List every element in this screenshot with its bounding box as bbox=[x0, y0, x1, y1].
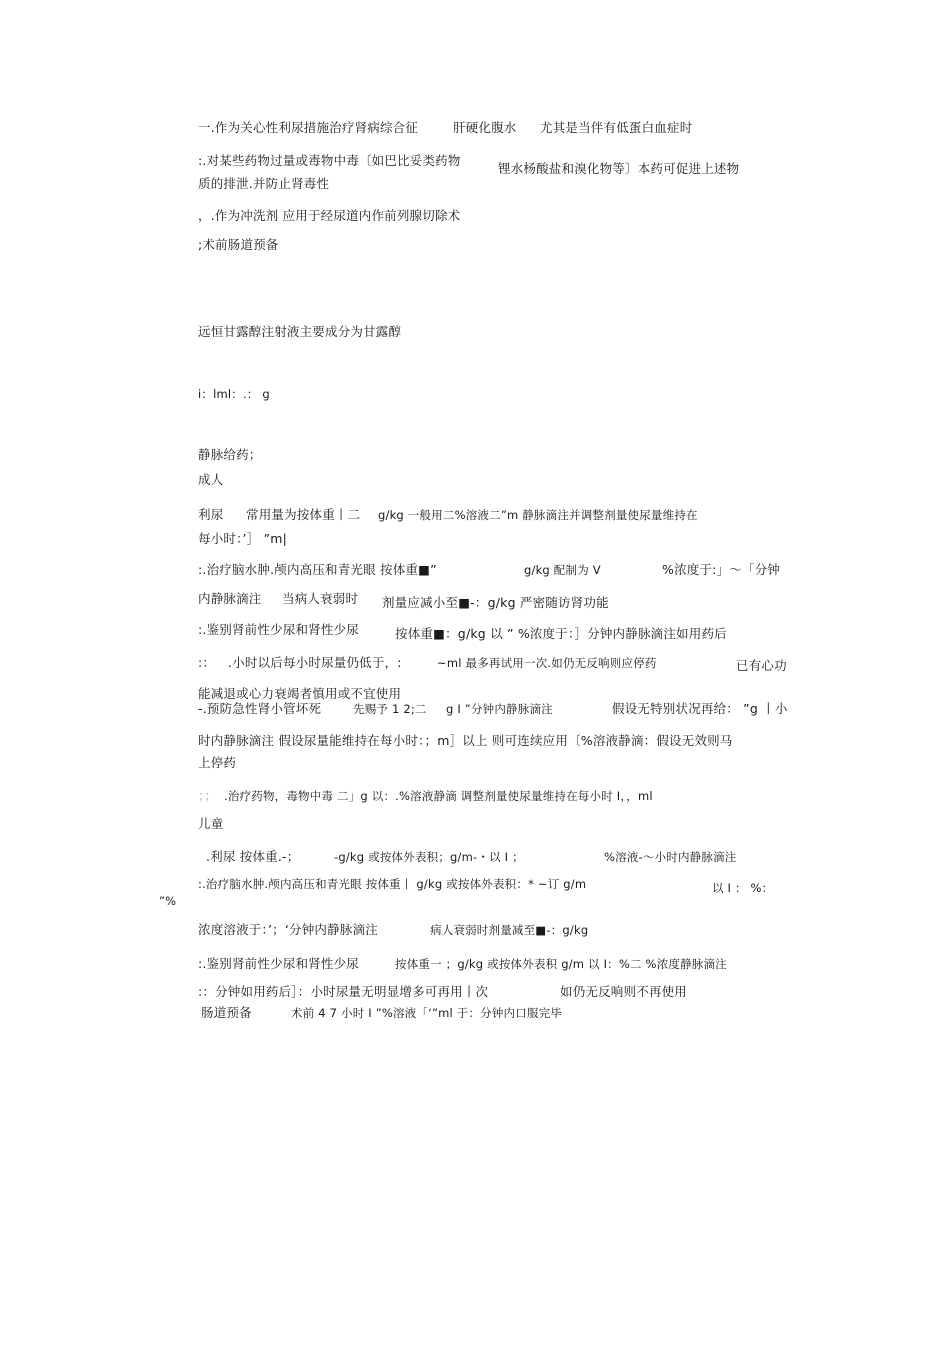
indication-line-2c: 质的排泄.并防止肾毒性 bbox=[198, 176, 330, 191]
dose-line-11b: g/kg 配制为 V bbox=[524, 563, 601, 577]
indication-line-1c: 尤其是当伴有低蛋白血症时 bbox=[540, 120, 693, 135]
indication-line-2b: 锂水杨酸盐和溴化物等〕本药可促进上述物 bbox=[498, 161, 740, 176]
dose-line-9a: 利尿 bbox=[198, 507, 224, 522]
indication-line-1b: 肝硬化腹水 bbox=[453, 120, 517, 135]
dose-line-12b: 当病人衰弱时 bbox=[282, 591, 359, 606]
dose-line-11c: %浓度于:」～「分钟 bbox=[662, 562, 781, 577]
dose-line-16d: 假设无特别状况再给： ”g 丨小 bbox=[612, 701, 788, 716]
dose-line-14a: :： bbox=[198, 655, 216, 670]
dose-line-9b: 常用量为按体重丨二 bbox=[246, 507, 361, 522]
dose-line-16b: 先赐予 1 2;二 bbox=[353, 702, 427, 716]
child-line-26a: 肠道预备 bbox=[201, 1005, 252, 1020]
child-heading: 儿童 bbox=[198, 816, 224, 831]
child-line-24a: :.鉴别肾前性少尿和肾性少尿 bbox=[198, 956, 359, 971]
spec-line: i：lml：.： g bbox=[198, 387, 270, 401]
child-line-23b: 病人衰弱时剂量减至■-：g/kg bbox=[430, 923, 589, 937]
dose-line-18: 上停药 bbox=[198, 755, 237, 770]
child-line-25b: 如仍无反响则不再使用 bbox=[560, 984, 688, 999]
dose-line-15: 能减退或心力衰竭者慎用或不宜使用 bbox=[198, 686, 402, 701]
child-line-21b: -g/kg 或按体外表积；g/m-・以 I ； bbox=[334, 850, 524, 864]
dose-line-13a: :.鉴别肾前性少尿和肾性少尿 bbox=[198, 622, 359, 637]
dose-line-16a: -.预防急性肾小管坏死 bbox=[198, 701, 322, 716]
indication-line-4: ;术前肠道预备 bbox=[198, 237, 279, 252]
dose-line-11a: :.治疗脑水肿.颅内高压和青光眼 按体重■” bbox=[198, 562, 437, 577]
child-line-22a: :.治疗脑水肿.颅内高压和青光眼 按体重丨 g/kg 或按体外表积：* ~订 g/m bbox=[198, 877, 587, 891]
child-line-23a: 浓度溶液于：’；‘分钟内静脉滴注 bbox=[198, 922, 378, 937]
dose-line-14d: 已有心功 bbox=[736, 658, 787, 673]
indication-line-3: ，.作为冲洗剂 应用于经尿道内作前列腺切除术 bbox=[198, 208, 461, 223]
indication-line-2a: :.对某些药物过量或毒物中毒〔如巴比妥类药物 bbox=[198, 153, 461, 168]
dose-line-14c: ~ml 最多再试用一次.如仍无反响则应停药 bbox=[437, 656, 657, 670]
child-line-22b: 以 I ： %： bbox=[712, 881, 774, 895]
adult-heading: 成人 bbox=[198, 472, 224, 487]
indication-line-1a: 一.作为关心性利尿措施治疗肾病综合征 bbox=[198, 120, 419, 135]
ingredient-line: 远恒甘露醇注射液主要成分为甘露醇 bbox=[198, 324, 402, 339]
child-line-22c: ”% bbox=[159, 894, 177, 908]
child-line-26b: 术前 4 7 小时 I ”%溶液「‘”ml 于：分钟内口服完毕 bbox=[291, 1006, 563, 1020]
route-heading: 静脉给药； bbox=[198, 447, 262, 462]
child-line-21a: .利尿 按体重.-； bbox=[206, 849, 300, 864]
child-line-24b: 按体重一 ；g/kg 或按体外表积 g/m 以 I：%二 %浓度静脉滴注 bbox=[395, 957, 727, 971]
child-line-25a: :：分钟如用药后］：小时尿量无明显增多可再用丨次 bbox=[198, 984, 489, 999]
dose-line-12a: 内静脉滴注 bbox=[198, 591, 262, 606]
dose-line-17: 时内静脉滴注 假设尿量能维持在每小时：；m］以上 则可连续应用〔%溶液静滴：假设无效则马 bbox=[198, 733, 733, 748]
child-line-21c: %溶液-～小时内静脉滴注 bbox=[604, 850, 737, 864]
dose-line-16c: g I ”分钟内静脉滴注 bbox=[446, 702, 553, 716]
dose-line-9c: g/kg 一般用二%溶液二”m 静脉滴注并调整剂量使尿量维持在 bbox=[378, 508, 698, 522]
dose-line-19b: .治疗药物，毒物中毒 二」g 以：.%溶液静滴 调整剂量使尿量维持在每小时 I，，ml bbox=[224, 789, 653, 803]
dose-line-19a: ；； bbox=[198, 788, 218, 803]
dose-line-12c: 剂量应减小至■-：g/kg 严密随访肾功能 bbox=[382, 595, 609, 610]
dose-line-10: 每小时：’］ ”m| bbox=[198, 531, 288, 546]
dose-line-14b: .小时以后每小时尿量仍低于，: bbox=[228, 655, 402, 670]
dose-line-13b: 按体重■：g/kg 以 ” %浓度于：］分钟内静脉滴注如用药后 bbox=[395, 626, 727, 641]
